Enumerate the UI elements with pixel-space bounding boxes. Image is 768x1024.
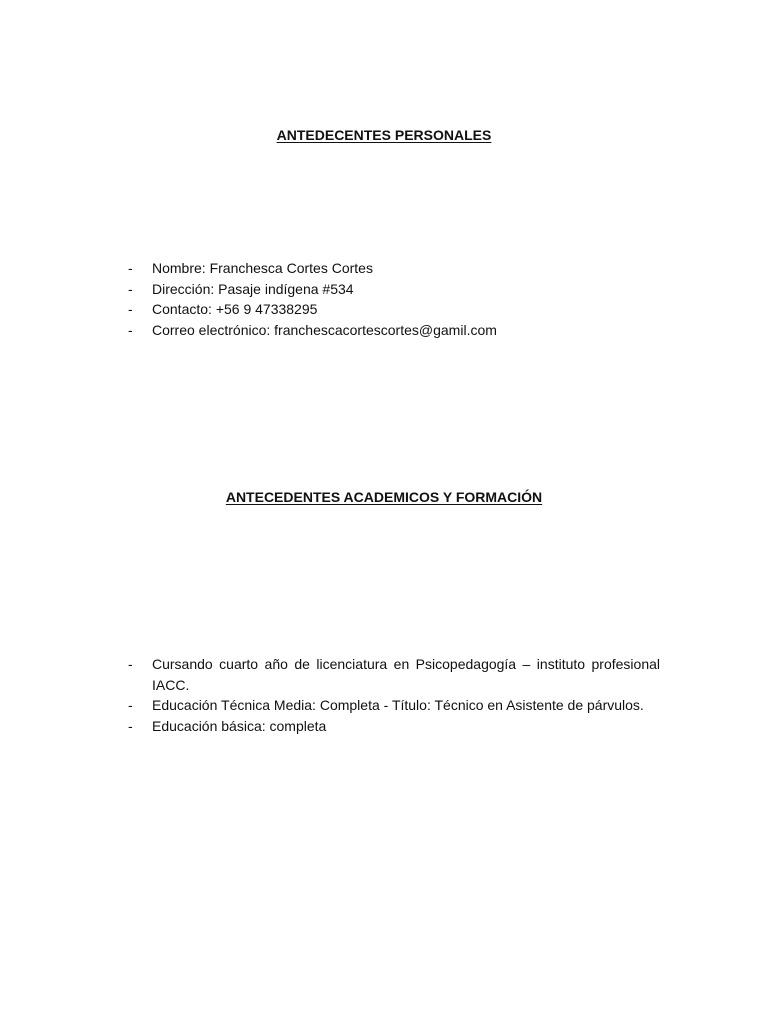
list-item-text: Nombre: Franchesca Cortes Cortes xyxy=(152,260,373,276)
section-heading-academic xyxy=(0,488,768,506)
academic-details-list xyxy=(128,654,660,736)
list-item-name xyxy=(128,258,660,279)
list-item-contact xyxy=(128,299,660,320)
bullet-dash: - xyxy=(128,321,133,338)
list-item-text: Correo electrónico: franchescacortescortes@gamil.com xyxy=(152,321,497,338)
list-item-text: Educación básica: completa xyxy=(152,717,327,734)
bullet-dash: - xyxy=(128,301,133,317)
bullet-dash: - xyxy=(128,280,133,297)
list-item-text: Dirección: Pasaje indígena #534 xyxy=(152,280,354,297)
list-item-text: Educación Técnica Media: Completa - Título: Técnico en Asistente de párvulos. xyxy=(152,697,644,713)
bullet-dash: - xyxy=(128,260,133,276)
personal-details-list xyxy=(128,258,660,340)
list-item-address xyxy=(128,279,660,300)
list-item-text: Cursando cuarto año de licenciatura en Psicopedagogía – instituto profesional IACC. xyxy=(152,656,660,693)
list-item-licentiate xyxy=(128,654,660,695)
section-heading-academic-text: ANTECEDENTES ACADEMICOS Y FORMACIÓN xyxy=(225,489,543,505)
bullet-dash: - xyxy=(128,717,133,734)
section-heading-personal-text: ANTEDECENTES PERSONALES xyxy=(276,127,492,143)
list-item-basic-education xyxy=(128,716,660,737)
list-item-email xyxy=(128,320,660,341)
section-heading-personal xyxy=(0,126,768,144)
bullet-dash: - xyxy=(128,656,133,672)
list-item-technical-education xyxy=(128,695,660,716)
list-item-text: Contacto: +56 9 47338295 xyxy=(152,301,318,317)
bullet-dash: - xyxy=(128,697,133,713)
